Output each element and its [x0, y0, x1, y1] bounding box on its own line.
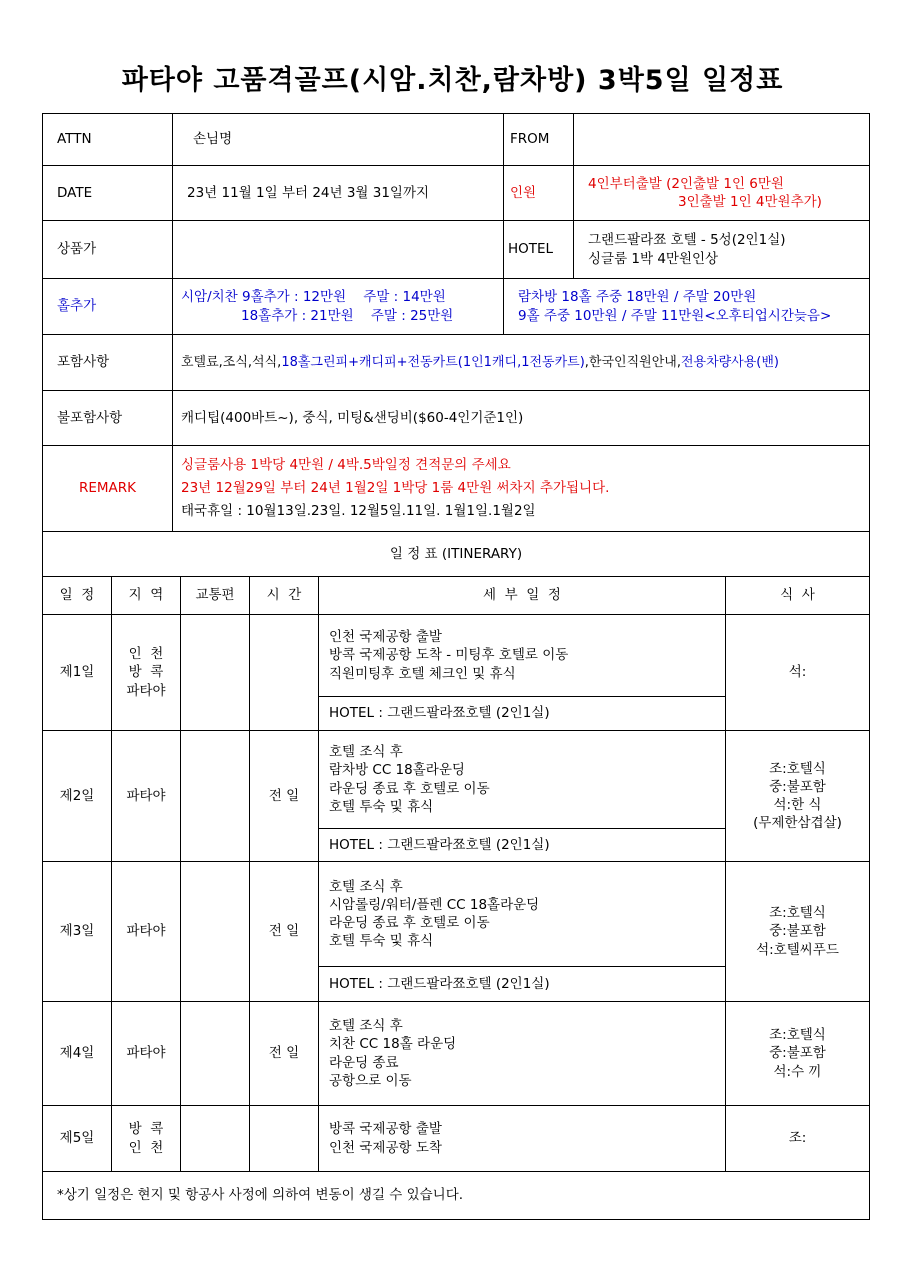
region-cell: 파타야 — [112, 731, 181, 862]
footnote-row — [43, 1172, 870, 1220]
details-cell: 호텔 조식 후 시암롤링/워터/플렌 CC 18홀라운딩 라운딩 종료 후 호텔로 이동 호텔 투숙 및 휴식 — [319, 862, 726, 967]
price-label: 상품가 — [43, 221, 173, 279]
col-region: 지 역 — [112, 577, 181, 615]
hotel-value: 그랜드팔라쬬 호텔 - 5성(2인1실) 싱글룸 1박 4만원인상 — [574, 221, 870, 279]
holes-right: 람차방 18홀 주중 18만원 / 주말 20만원 9홀 주중 10만원 / 주말 11만원<오후티업시간늦음> — [504, 279, 870, 335]
meals-cell: 조: — [726, 1106, 870, 1172]
day-cell: 제5일 — [43, 1106, 112, 1172]
details-cell: 방콕 국제공항 출발 인천 국제공항 도착 — [319, 1106, 726, 1172]
day-cell: 제4일 — [43, 1002, 112, 1106]
meals-cell: 석: — [726, 615, 870, 731]
excluded-label: 불포함사항 — [43, 391, 173, 446]
itinerary-header-row — [43, 577, 870, 615]
hotel-label: HOTEL — [504, 221, 574, 279]
table-row — [43, 862, 870, 967]
excluded-value: 캐디팁(400바트~), 중식, 미팅&샌딩비($60-4인기준1인) — [173, 391, 870, 446]
info-table — [42, 113, 870, 577]
region-cell: 인 천 방 콕 파타야 — [112, 615, 181, 731]
hotel-cell: HOTEL : 그랜드팔라쬬호텔 (2인1실) — [319, 829, 726, 862]
included-label: 포함사항 — [43, 335, 173, 391]
details-cell: 호텔 조식 후 치찬 CC 18홀 라운딩 라운딩 종료 공항으로 이동 — [319, 1002, 726, 1106]
time-cell: 전 일 — [250, 862, 319, 1002]
meals-cell: 조:호텔식 중:불포함 석:호텔씨푸드 — [726, 862, 870, 1002]
day-cell: 제3일 — [43, 862, 112, 1002]
hotel-cell: HOTEL : 그랜드팔라쬬호텔 (2인1실) — [319, 967, 726, 1002]
itinerary-table — [42, 576, 870, 1220]
region-cell: 방 콕 인 천 — [112, 1106, 181, 1172]
itinerary-title: 일 정 표 (ITINERARY) — [43, 532, 870, 577]
date-label: DATE — [43, 166, 173, 221]
from-value — [574, 114, 870, 166]
region-cell: 파타야 — [112, 1002, 181, 1106]
details-cell: 인천 국제공항 출발 방콕 국제공항 도착 - 미팅후 호텔로 이동 직원미팅후 호텔 체크인 및 휴식 — [319, 615, 726, 697]
meals-cell: 조:호텔식 중:불포함 석:한 식 (무제한삼겹살) — [726, 731, 870, 862]
holes-left: 시암/치찬 9홀추가 : 12만원 주말 : 14만원 18홀추가 : 21만원 주말 : 25만원 — [173, 279, 504, 335]
col-time: 시 간 — [250, 577, 319, 615]
col-details: 세 부 일 정 — [319, 577, 726, 615]
remark-value: 싱글룸사용 1박당 4만원 / 4박.5박일정 견적문의 주세요 23년 12월29일 부터 24년 1월2일 1박당 1룸 4만원 써차지 추가됩니다. 태국휴일 : 10월13일.23일. 12월5일.11일. 1월1일.1월2일 — [173, 446, 870, 532]
time-cell: 전 일 — [250, 731, 319, 862]
included-value: 호텔료,조식,석식,18홀그린피+캐디피+전동카트(1인1캐디,1전동카트),한국인직원안내,전용차량사용(밴) — [173, 335, 870, 391]
hotel-cell: HOTEL : 그랜드팔라쬬호텔 (2인1실) — [319, 697, 726, 731]
col-transport: 교통편 — [181, 577, 250, 615]
transport-cell — [181, 731, 250, 862]
transport-cell — [181, 615, 250, 731]
from-label: FROM — [504, 114, 574, 166]
details-cell: 호텔 조식 후 람차방 CC 18홀라운딩 라운딩 종료 후 호텔로 이동 호텔 투숙 및 휴식 — [319, 731, 726, 829]
meals-cell: 조:호텔식 중:불포함 석:수 끼 — [726, 1002, 870, 1106]
price-value — [173, 221, 504, 279]
transport-cell — [181, 862, 250, 1002]
remark-label: REMARK — [43, 446, 173, 532]
attn-value: 손님명 — [173, 114, 504, 166]
day-cell: 제2일 — [43, 731, 112, 862]
persons-label: 인원 — [504, 166, 574, 221]
date-value: 23년 11월 1일 부터 24년 3월 31일까지 — [173, 166, 504, 221]
table-row — [43, 1002, 870, 1106]
col-day: 일 정 — [43, 577, 112, 615]
attn-label: ATTN — [43, 114, 173, 166]
day-cell: 제1일 — [43, 615, 112, 731]
page-title: 파타야 고품격골프(시암.치찬,람차방) 3박5일 일정표 — [121, 65, 784, 96]
time-cell — [250, 1106, 319, 1172]
table-row — [43, 615, 870, 697]
table-row — [43, 731, 870, 829]
footnote: *상기 일정은 현지 및 항공사 사정에 의하여 변동이 생길 수 있습니다. — [43, 1172, 870, 1220]
persons-value: 4인부터출발 (2인출발 1인 6만원 3인출발 1인 4만원추가) — [574, 166, 870, 221]
time-cell: 전 일 — [250, 1002, 319, 1106]
region-cell: 파타야 — [112, 862, 181, 1002]
time-cell — [250, 615, 319, 731]
transport-cell — [181, 1002, 250, 1106]
table-row — [43, 1106, 870, 1172]
col-meals: 식 사 — [726, 577, 870, 615]
holes-label: 홀추가 — [43, 279, 173, 335]
transport-cell — [181, 1106, 250, 1172]
